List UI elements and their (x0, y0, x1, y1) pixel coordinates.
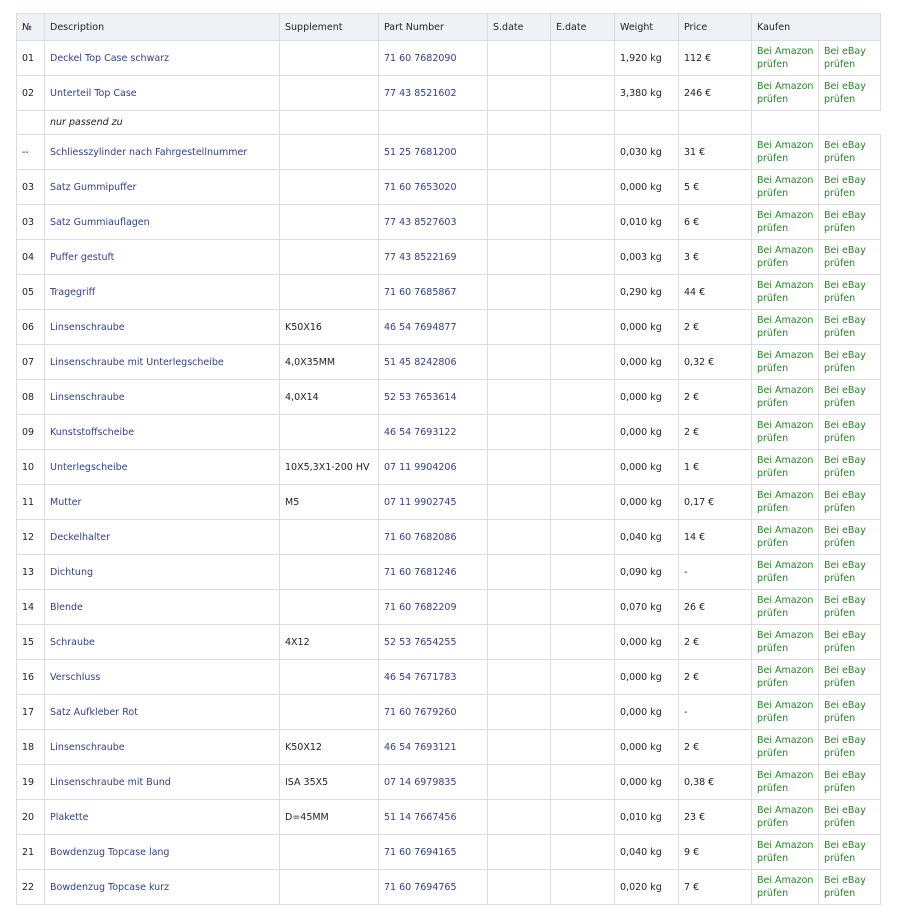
amazon-link[interactable]: Bei Amazon prüfen (752, 170, 819, 205)
part-supplement: 10X5,3X1-200 HV (280, 450, 379, 485)
part-supplement (280, 835, 379, 870)
part-sdate (488, 170, 551, 205)
ebay-link[interactable]: Bei eBay prüfen (819, 520, 881, 555)
part-sdate (488, 345, 551, 380)
part-number-link[interactable]: 46 54 7693121 (379, 730, 488, 765)
part-weight: 0,010 kg (615, 800, 679, 835)
part-number-link[interactable]: 52 53 7654255 (379, 625, 488, 660)
note-empty-cell (752, 111, 819, 135)
part-edate (551, 41, 615, 76)
part-description-link[interactable]: Satz Gummiauflagen (45, 205, 280, 240)
part-weight: 0,000 kg (615, 660, 679, 695)
col-header-edate: E.date (551, 14, 615, 41)
parts-table (16, 13, 881, 905)
amazon-link[interactable]: Bei Amazon prüfen (752, 835, 819, 870)
note-num (17, 111, 45, 135)
note-empty-kaufen (819, 111, 881, 135)
part-sdate (488, 205, 551, 240)
table-row (17, 275, 881, 310)
note-row (17, 111, 881, 135)
part-weight: 0,010 kg (615, 205, 679, 240)
ebay-link[interactable]: Bei eBay prüfen (819, 870, 881, 905)
table-row (17, 695, 881, 730)
part-edate (551, 275, 615, 310)
part-edate (551, 765, 615, 800)
row-num: 16 (17, 660, 45, 695)
row-num: 22 (17, 870, 45, 905)
part-price: 112 € (679, 41, 752, 76)
part-number-link[interactable]: 07 11 9904206 (379, 450, 488, 485)
part-weight: 0,000 kg (615, 380, 679, 415)
note-empty-cell (679, 111, 752, 135)
ebay-link[interactable]: Bei eBay prüfen (819, 660, 881, 695)
table-row (17, 730, 881, 765)
part-supplement: 4,0X14 (280, 380, 379, 415)
part-supplement (280, 41, 379, 76)
part-number-link[interactable]: 71 60 7653020 (379, 170, 488, 205)
amazon-link[interactable]: Bei Amazon prüfen (752, 275, 819, 310)
part-description-link[interactable]: Verschluss (45, 660, 280, 695)
part-price: 44 € (679, 275, 752, 310)
part-supplement (280, 555, 379, 590)
table-row (17, 345, 881, 380)
part-number-link[interactable]: 07 14 6979835 (379, 765, 488, 800)
table-row (17, 870, 881, 905)
part-price: 0,38 € (679, 765, 752, 800)
part-weight: 0,290 kg (615, 275, 679, 310)
part-number-link[interactable]: 46 54 7693122 (379, 415, 488, 450)
part-edate (551, 590, 615, 625)
col-header-kaufen: Kaufen (752, 14, 881, 41)
table-row (17, 41, 881, 76)
row-num: 01 (17, 41, 45, 76)
part-weight: 0,040 kg (615, 520, 679, 555)
part-supplement (280, 76, 379, 111)
row-num: 19 (17, 765, 45, 800)
part-weight: 0,020 kg (615, 870, 679, 905)
part-number-link[interactable]: 51 45 8242806 (379, 345, 488, 380)
part-sdate (488, 76, 551, 111)
row-num: 18 (17, 730, 45, 765)
part-weight: 0,000 kg (615, 415, 679, 450)
part-supplement (280, 660, 379, 695)
table-row (17, 240, 881, 275)
part-number-link[interactable]: 71 60 7685867 (379, 275, 488, 310)
table-row (17, 135, 881, 170)
part-supplement (280, 135, 379, 170)
amazon-link[interactable]: Bei Amazon prüfen (752, 380, 819, 415)
table-row (17, 765, 881, 800)
part-price: 1 € (679, 450, 752, 485)
part-edate (551, 835, 615, 870)
part-sdate (488, 135, 551, 170)
part-number-link[interactable]: 07 11 9902745 (379, 485, 488, 520)
part-supplement: ISA 35X5 (280, 765, 379, 800)
part-sdate (488, 625, 551, 660)
ebay-link[interactable]: Bei eBay prüfen (819, 240, 881, 275)
amazon-link[interactable]: Bei Amazon prüfen (752, 730, 819, 765)
part-sdate (488, 765, 551, 800)
table-row (17, 660, 881, 695)
part-sdate (488, 555, 551, 590)
part-number-link[interactable]: 46 54 7671783 (379, 660, 488, 695)
part-price: 2 € (679, 660, 752, 695)
part-price: 31 € (679, 135, 752, 170)
part-sdate (488, 870, 551, 905)
part-description-link[interactable]: Puffer gestuft (45, 240, 280, 275)
row-num: 14 (17, 590, 45, 625)
part-sdate (488, 835, 551, 870)
ebay-link[interactable]: Bei eBay prüfen (819, 555, 881, 590)
part-sdate (488, 520, 551, 555)
part-edate (551, 170, 615, 205)
amazon-link[interactable]: Bei Amazon prüfen (752, 450, 819, 485)
part-number-link[interactable]: 52 53 7653614 (379, 380, 488, 415)
part-price: 0,32 € (679, 345, 752, 380)
part-description-link[interactable]: Plakette (45, 800, 280, 835)
part-edate (551, 660, 615, 695)
ebay-link[interactable]: Bei eBay prüfen (819, 450, 881, 485)
part-price: 26 € (679, 590, 752, 625)
part-edate (551, 415, 615, 450)
ebay-link[interactable]: Bei eBay prüfen (819, 135, 881, 170)
amazon-link[interactable]: Bei Amazon prüfen (752, 240, 819, 275)
part-weight: 0,000 kg (615, 730, 679, 765)
part-number-link[interactable]: 71 60 7681246 (379, 555, 488, 590)
amazon-link[interactable]: Bei Amazon prüfen (752, 135, 819, 170)
table-row (17, 625, 881, 660)
amazon-link[interactable]: Bei Amazon prüfen (752, 415, 819, 450)
part-weight: 0,000 kg (615, 695, 679, 730)
ebay-link[interactable]: Bei eBay prüfen (819, 310, 881, 345)
row-num: 13 (17, 555, 45, 590)
amazon-link[interactable]: Bei Amazon prüfen (752, 345, 819, 380)
part-description-link[interactable]: Kunststoffscheibe (45, 415, 280, 450)
part-price: 2 € (679, 415, 752, 450)
part-edate (551, 555, 615, 590)
part-edate (551, 870, 615, 905)
col-header-supplement: Supplement (280, 14, 379, 41)
amazon-link[interactable]: Bei Amazon prüfen (752, 695, 819, 730)
part-description-link[interactable]: Blende (45, 590, 280, 625)
part-edate (551, 76, 615, 111)
part-weight: 0,003 kg (615, 240, 679, 275)
part-description-link[interactable]: Linsenschraube mit Unterlegscheibe (45, 345, 280, 380)
part-description-link[interactable]: Deckel Top Case schwarz (45, 41, 280, 76)
part-price: 14 € (679, 520, 752, 555)
part-description-link[interactable]: Linsenschraube (45, 730, 280, 765)
part-price: - (679, 555, 752, 590)
row-num: 20 (17, 800, 45, 835)
part-supplement (280, 520, 379, 555)
part-description-link[interactable]: Tragegriff (45, 275, 280, 310)
ebay-link[interactable]: Bei eBay prüfen (819, 765, 881, 800)
part-weight: 0,090 kg (615, 555, 679, 590)
amazon-link[interactable]: Bei Amazon prüfen (752, 310, 819, 345)
part-edate (551, 205, 615, 240)
note-text: nur passend zu (45, 111, 280, 135)
amazon-link[interactable]: Bei Amazon prüfen (752, 590, 819, 625)
col-header-price: Price (679, 14, 752, 41)
row-num: 17 (17, 695, 45, 730)
table-row (17, 205, 881, 240)
part-description-link[interactable]: Satz Aufkleber Rot (45, 695, 280, 730)
part-supplement: K50X12 (280, 730, 379, 765)
amazon-link[interactable]: Bei Amazon prüfen (752, 76, 819, 111)
amazon-link[interactable]: Bei Amazon prüfen (752, 485, 819, 520)
amazon-link[interactable]: Bei Amazon prüfen (752, 205, 819, 240)
amazon-link[interactable]: Bei Amazon prüfen (752, 555, 819, 590)
part-weight: 0,000 kg (615, 625, 679, 660)
part-sdate (488, 310, 551, 345)
part-price: 2 € (679, 310, 752, 345)
amazon-link[interactable]: Bei Amazon prüfen (752, 660, 819, 695)
part-description-link[interactable]: Mutter (45, 485, 280, 520)
part-sdate (488, 415, 551, 450)
ebay-link[interactable]: Bei eBay prüfen (819, 415, 881, 450)
part-weight: 1,920 kg (615, 41, 679, 76)
part-price: 2 € (679, 730, 752, 765)
part-description-link[interactable]: Bowdenzug Topcase lang (45, 835, 280, 870)
note-empty-cell (551, 111, 615, 135)
note-empty-cell (488, 111, 551, 135)
part-number-link[interactable]: 71 60 7694765 (379, 870, 488, 905)
part-supplement (280, 275, 379, 310)
row-num: 04 (17, 240, 45, 275)
amazon-link[interactable]: Bei Amazon prüfen (752, 625, 819, 660)
part-supplement (280, 170, 379, 205)
row-num: -- (17, 135, 45, 170)
part-price: 2 € (679, 625, 752, 660)
part-sdate (488, 275, 551, 310)
row-num: 11 (17, 485, 45, 520)
part-description-link[interactable]: Satz Gummipuffer (45, 170, 280, 205)
row-num: 03 (17, 205, 45, 240)
ebay-link[interactable]: Bei eBay prüfen (819, 590, 881, 625)
part-supplement (280, 590, 379, 625)
table-row (17, 450, 881, 485)
part-description-link[interactable]: Linsenschraube (45, 380, 280, 415)
part-description-link[interactable]: Unterteil Top Case (45, 76, 280, 111)
part-edate (551, 345, 615, 380)
table-row (17, 800, 881, 835)
part-number-link[interactable]: 71 60 7682090 (379, 41, 488, 76)
part-supplement: D=45MM (280, 800, 379, 835)
part-number-link[interactable]: 71 60 7694165 (379, 835, 488, 870)
row-num: 15 (17, 625, 45, 660)
part-description-link[interactable]: Bowdenzug Topcase kurz (45, 870, 280, 905)
table-row (17, 485, 881, 520)
row-num: 02 (17, 76, 45, 111)
ebay-link[interactable]: Bei eBay prüfen (819, 485, 881, 520)
col-header-part-number: Part Number (379, 14, 488, 41)
part-number-link[interactable]: 51 25 7681200 (379, 135, 488, 170)
part-sdate (488, 695, 551, 730)
part-number-link[interactable]: 71 60 7682086 (379, 520, 488, 555)
part-sdate (488, 450, 551, 485)
note-empty-cell (615, 111, 679, 135)
part-supplement: 4X12 (280, 625, 379, 660)
ebay-link[interactable]: Bei eBay prüfen (819, 170, 881, 205)
part-description-link[interactable]: Schraube (45, 625, 280, 660)
part-number-link[interactable]: 71 60 7679260 (379, 695, 488, 730)
part-edate (551, 695, 615, 730)
table-row (17, 380, 881, 415)
part-sdate (488, 380, 551, 415)
header-row (17, 14, 881, 41)
amazon-link[interactable]: Bei Amazon prüfen (752, 765, 819, 800)
ebay-link[interactable]: Bei eBay prüfen (819, 625, 881, 660)
amazon-link[interactable]: Bei Amazon prüfen (752, 520, 819, 555)
part-supplement (280, 240, 379, 275)
part-description-link[interactable]: Dichtung (45, 555, 280, 590)
part-supplement: 4,0X35MM (280, 345, 379, 380)
part-edate (551, 625, 615, 660)
ebay-link[interactable]: Bei eBay prüfen (819, 76, 881, 111)
part-weight: 3,380 kg (615, 76, 679, 111)
table-row (17, 590, 881, 625)
part-edate (551, 450, 615, 485)
part-number-link[interactable]: 51 14 7667456 (379, 800, 488, 835)
part-sdate (488, 660, 551, 695)
ebay-link[interactable]: Bei eBay prüfen (819, 205, 881, 240)
part-sdate (488, 800, 551, 835)
part-price: 246 € (679, 76, 752, 111)
row-num: 06 (17, 310, 45, 345)
part-edate (551, 730, 615, 765)
table-row (17, 835, 881, 870)
part-edate (551, 240, 615, 275)
part-sdate (488, 485, 551, 520)
ebay-link[interactable]: Bei eBay prüfen (819, 41, 881, 76)
ebay-link[interactable]: Bei eBay prüfen (819, 730, 881, 765)
part-weight: 0,000 kg (615, 485, 679, 520)
row-num: 03 (17, 170, 45, 205)
part-weight: 0,040 kg (615, 835, 679, 870)
part-description-link[interactable]: Unterlegscheibe (45, 450, 280, 485)
col-header-num: № (17, 14, 45, 41)
part-supplement: K50X16 (280, 310, 379, 345)
part-supplement (280, 870, 379, 905)
part-sdate (488, 590, 551, 625)
part-supplement (280, 415, 379, 450)
row-num: 09 (17, 415, 45, 450)
note-empty-cell (379, 111, 488, 135)
part-number-link[interactable]: 71 60 7682209 (379, 590, 488, 625)
part-price: 23 € (679, 800, 752, 835)
row-num: 12 (17, 520, 45, 555)
part-price: 7 € (679, 870, 752, 905)
table-row (17, 310, 881, 345)
ebay-link[interactable]: Bei eBay prüfen (819, 835, 881, 870)
part-edate (551, 485, 615, 520)
part-price: 6 € (679, 205, 752, 240)
part-supplement: M5 (280, 485, 379, 520)
part-supplement (280, 205, 379, 240)
row-num: 05 (17, 275, 45, 310)
part-description-link[interactable]: Linsenschraube (45, 310, 280, 345)
part-price: - (679, 695, 752, 730)
part-weight: 0,000 kg (615, 450, 679, 485)
part-description-link[interactable]: Schliesszylinder nach Fahrgestellnummer (45, 135, 280, 170)
part-edate (551, 800, 615, 835)
ebay-link[interactable]: Bei eBay prüfen (819, 800, 881, 835)
part-edate (551, 380, 615, 415)
part-description-link[interactable]: Linsenschraube mit Bund (45, 765, 280, 800)
row-num: 07 (17, 345, 45, 380)
part-weight: 0,070 kg (615, 590, 679, 625)
part-number-link[interactable]: 46 54 7694877 (379, 310, 488, 345)
col-header-sdate: S.date (488, 14, 551, 41)
ebay-link[interactable]: Bei eBay prüfen (819, 345, 881, 380)
part-description-link[interactable]: Deckelhalter (45, 520, 280, 555)
part-weight: 0,000 kg (615, 170, 679, 205)
part-weight: 0,000 kg (615, 310, 679, 345)
part-number-link[interactable]: 77 43 8521602 (379, 76, 488, 111)
part-supplement (280, 695, 379, 730)
part-sdate (488, 730, 551, 765)
part-price: 3 € (679, 240, 752, 275)
table-row (17, 555, 881, 590)
ebay-link[interactable]: Bei eBay prüfen (819, 695, 881, 730)
amazon-link[interactable]: Bei Amazon prüfen (752, 800, 819, 835)
part-weight: 0,030 kg (615, 135, 679, 170)
part-edate (551, 310, 615, 345)
note-empty-cell (280, 111, 379, 135)
ebay-link[interactable]: Bei eBay prüfen (819, 275, 881, 310)
row-num: 10 (17, 450, 45, 485)
col-header-weight: Weight (615, 14, 679, 41)
part-number-link[interactable]: 77 43 8527603 (379, 205, 488, 240)
part-price: 2 € (679, 380, 752, 415)
ebay-link[interactable]: Bei eBay prüfen (819, 380, 881, 415)
table-row (17, 415, 881, 450)
col-header-description: Description (45, 14, 280, 41)
part-edate (551, 135, 615, 170)
part-sdate (488, 240, 551, 275)
part-edate (551, 520, 615, 555)
part-sdate (488, 41, 551, 76)
table-row (17, 170, 881, 205)
table-row (17, 520, 881, 555)
part-price: 9 € (679, 835, 752, 870)
table-row (17, 76, 881, 111)
part-number-link[interactable]: 77 43 8522169 (379, 240, 488, 275)
amazon-link[interactable]: Bei Amazon prüfen (752, 41, 819, 76)
part-weight: 0,000 kg (615, 765, 679, 800)
part-price: 5 € (679, 170, 752, 205)
amazon-link[interactable]: Bei Amazon prüfen (752, 870, 819, 905)
part-price: 0,17 € (679, 485, 752, 520)
row-num: 08 (17, 380, 45, 415)
part-weight: 0,000 kg (615, 345, 679, 380)
row-num: 21 (17, 835, 45, 870)
